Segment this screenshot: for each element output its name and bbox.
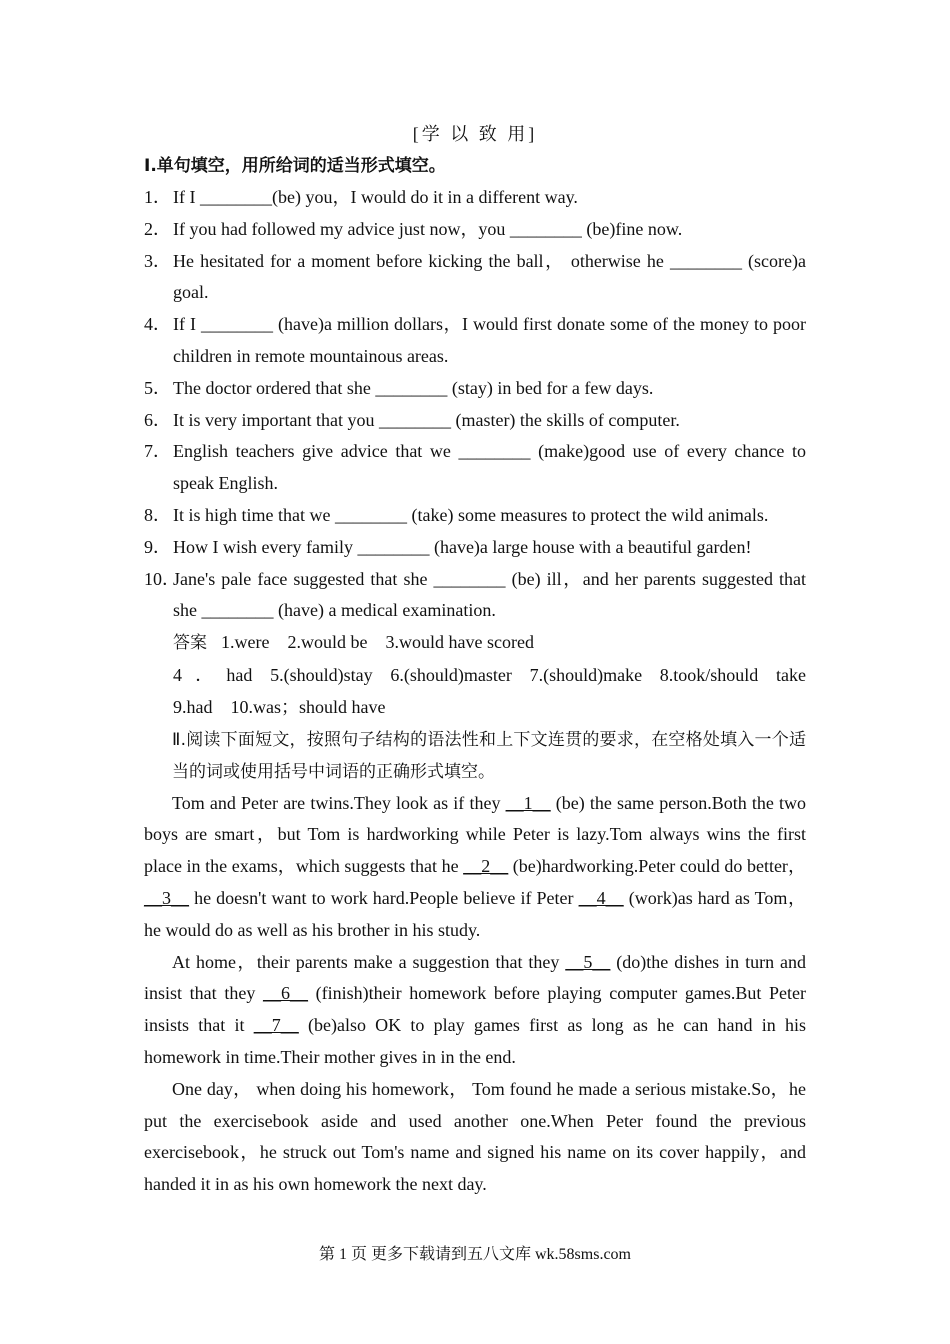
answer-item: 4．had — [173, 664, 253, 685]
question-text: It is high time that we ________ (take) some measures to protect the wild animals. — [173, 504, 769, 525]
question-item — [144, 405, 806, 437]
question-text: The doctor ordered that she ________ (stay) in bed for a few days. — [173, 377, 654, 398]
passage-text: (finish)their homework before playing computer games.But Peter insists that it — [144, 983, 806, 1036]
passage-text: (work)as hard as Tom，he would do as well as his brother in his study. — [144, 887, 806, 940]
answer-item: 6.(should)master — [390, 664, 512, 685]
passage-text: (do)the dishes in turn and insist that they — [144, 951, 807, 1004]
question-number: 6． — [144, 409, 171, 430]
question-number: 10． — [144, 568, 180, 589]
question-text: If you had followed my advice just now，you ________ (be)fine now. — [173, 218, 683, 239]
blank-2: __2__ — [463, 856, 509, 877]
page-title: [学 以 致 用] — [412, 124, 538, 144]
passage-text: (be)also OK to play games first as long as he can hand in his homework in time.Their mother gives in in the end. — [144, 1015, 806, 1067]
question-number: 4． — [144, 314, 171, 335]
answer-item: 5.(should)stay — [270, 664, 373, 685]
passage-text: (be) the same person.Both the two boys are smart，but Tom is hardworking while Peter is lazy.Tom always wins the first place in the exams，which suggests that he — [144, 792, 807, 877]
question-list — [144, 182, 806, 627]
question-item — [144, 182, 806, 214]
question-text: If I ________(be) you，I would do it in a different way. — [173, 187, 578, 207]
blank-5: __5__ — [565, 951, 611, 972]
question-number: 3． — [144, 250, 171, 271]
blank-3: __3__ — [144, 887, 189, 908]
question-item — [144, 564, 806, 628]
passage-paragraph: One day， when doing his homework， Tom found he made a serious mistake.So，he put the exercisebook aside and used another one.When Peter found the previous exercisebook，he struck out Tom's name and signed his name on its cover happily，and handed it in as his own homework the next day. — [144, 1078, 806, 1195]
question-number: 8． — [144, 504, 171, 525]
question-text: He hesitated for a moment before kicking the ball， otherwise he ________ (score)a goal. — [173, 250, 806, 303]
question-item — [144, 214, 806, 246]
question-item — [144, 436, 806, 500]
question-number: 1． — [144, 187, 171, 207]
answer-item: 9.had — [173, 696, 213, 717]
question-number: 7． — [144, 441, 171, 462]
answer-item: 10.was；should have — [230, 696, 386, 717]
question-number: 5． — [144, 377, 171, 398]
question-item — [144, 500, 806, 532]
answer-item: 8.took/should take — [659, 664, 806, 685]
answer-item: 1.were — [221, 632, 270, 653]
passage-text: he doesn't want to work hard.People believe if Peter — [189, 887, 579, 908]
passage-text: Tom and Peter are twins.They look as if they — [172, 792, 506, 813]
passage-text: At home，their parents make a suggestion that they — [172, 951, 566, 972]
question-item — [144, 532, 806, 564]
question-item — [144, 373, 806, 405]
question-text: Jane's pale face suggested that she ________ (be) ill，and her parents suggested that she ________ (have) a medical examination. — [173, 568, 806, 621]
section1-heading: Ⅰ.单句填空，用所给词的适当形式填空。 — [144, 156, 446, 176]
blank-7: __7__ — [253, 1015, 299, 1036]
answer-item: 3.would have scored — [385, 632, 534, 653]
question-text: How I wish every family ________ (have)a large house with a beautiful garden! — [173, 536, 752, 557]
answer-label: 答案 — [173, 633, 207, 654]
question-text: English teachers give advice that we ________ (make)good use of every chance to speak English. — [173, 441, 806, 494]
passage-paragraph — [144, 947, 806, 1074]
answer-line — [173, 692, 806, 724]
answer-line — [173, 660, 806, 692]
answer-item: 7.(should)make — [529, 664, 643, 685]
question-number: 2． — [144, 218, 171, 239]
answer-line — [173, 627, 806, 660]
answer-item: 2.would be — [287, 632, 368, 653]
blank-1: __1__ — [505, 792, 551, 813]
worksheet-content — [144, 118, 806, 1201]
question-number: 9． — [144, 536, 171, 557]
blank-4: __4__ — [578, 887, 624, 908]
question-text: If I ________ (have)a million dollars，I would first donate some of the money to poor children in remote mountainous areas. — [173, 314, 806, 366]
passage-text: (be)hardworking.Peter could do better， — [508, 856, 807, 877]
question-text: It is very important that you ________ (master) the skills of computer. — [173, 409, 680, 430]
passage-paragraph — [144, 788, 806, 947]
answer-key — [144, 627, 806, 723]
question-item — [144, 309, 806, 373]
blank-6: __6__ — [262, 983, 308, 1004]
section2-heading: Ⅱ.阅读下面短文，按照句子结构的语法性和上下文连贯的要求，在空格处填入一个适当的词或使用括号中词语的正确形式填空。 — [172, 729, 806, 782]
question-item — [144, 246, 806, 310]
page-footer: 第 1 页 更多下载请到五八文库 wk.58sms.com — [318, 1246, 631, 1263]
